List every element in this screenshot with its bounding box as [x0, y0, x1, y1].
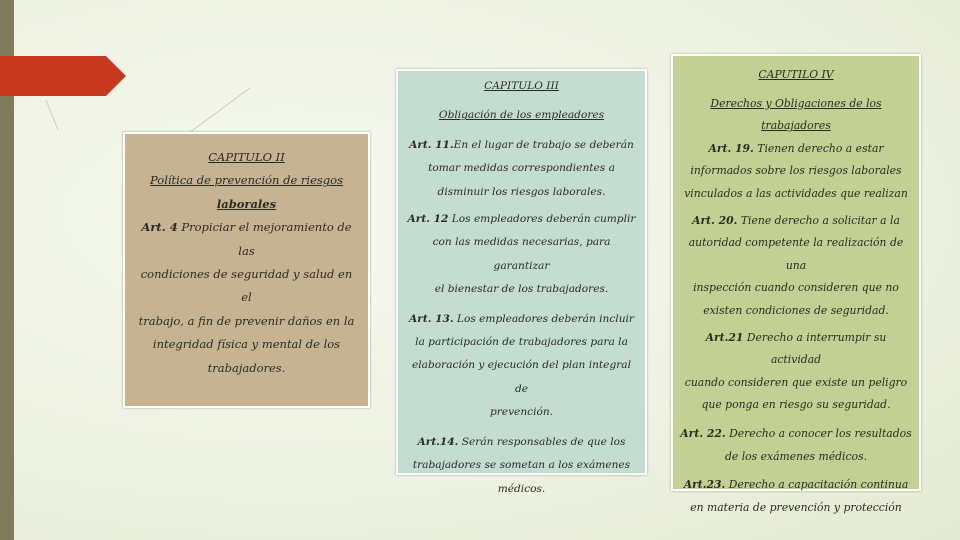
article-22	[679, 423, 913, 446]
article-4-text-line3: trabajo, a fin de prevenir daños en la	[138, 313, 355, 328]
article-13-text-line1: Los empleadores deberán incluir	[456, 312, 634, 325]
article-20	[679, 210, 913, 233]
chapter-3-title: CAPITULO III	[484, 80, 559, 92]
article-19-text-line3: vinculados a las actividades que realizan	[684, 186, 908, 200]
chapter-4-title: CAPUTILO IV	[758, 68, 834, 81]
chapter-4-panel	[671, 54, 921, 514]
article-11-text-line3: disminuir los riesgos laborales.	[437, 185, 606, 198]
article-4-text-line2: condiciones de seguridad y salud en el	[140, 267, 353, 305]
article-21-text-line1: Derecho a interrumpir su actividad	[746, 330, 887, 367]
article-11-text-line1: En el lugar de trabajo se deberán	[453, 138, 634, 151]
article-19-text-line2: informados sobre los riesgos laborales	[690, 164, 902, 178]
chapter-2-subtitle-line1: Política de prevención de riesgos	[150, 173, 343, 188]
article-20-text-line4: existen condiciones de seguridad.	[703, 303, 889, 317]
article-23-label: Art.23.	[683, 478, 726, 492]
article-21	[679, 327, 913, 372]
article-4-text-line1: Propiciar el mejoramiento de las	[181, 220, 352, 258]
article-19-label: Art. 19.	[708, 141, 754, 155]
article-22-text-line1: Derecho a conocer los resultados	[729, 426, 912, 440]
article-19-text-line1: Tienen derecho a estar	[757, 141, 884, 155]
article-21-text-line2: cuando consideren que existe un peligro	[684, 375, 908, 389]
article-20-text-line3: inspección cuando consideren que no	[693, 281, 899, 295]
chapter-4-subtitle-line1: Derechos y Obligaciones de los	[710, 96, 882, 110]
article-13-label: Art. 13.	[409, 312, 454, 325]
article-12	[404, 208, 639, 231]
article-12-text-line2: con las medidas necesarias, para garantizar	[432, 236, 611, 272]
article-13	[404, 308, 639, 331]
article-14-text-line2: trabajadores se sometan a los exámenes	[412, 459, 631, 472]
chapter-3-panel	[396, 69, 647, 495]
article-14	[404, 431, 639, 454]
article-23	[679, 474, 913, 497]
article-4-label: Art. 4	[141, 220, 178, 235]
chapter-2-subtitle-line2: laborales	[216, 196, 277, 211]
accent-arrow-shape	[0, 56, 126, 96]
article-20-label: Art. 20.	[692, 213, 738, 227]
article-23-text-line2: en materia de prevención y protección	[690, 500, 902, 514]
article-13-text-line3: elaboración y ejecución del plan integral de	[412, 359, 631, 395]
article-11	[404, 134, 639, 157]
chapter-3-subtitle: Obligación de los empleadores	[438, 109, 605, 122]
article-22-text-line2: de los exámenes médicos.	[724, 449, 868, 463]
article-13-text-line4: prevención.	[489, 406, 554, 419]
article-20-text-line1: Tiene derecho a solicitar a la	[740, 213, 900, 227]
chapter-4-subtitle-line2: trabajadores	[761, 119, 831, 133]
article-23-text-line1: Derecho a capacitación continua	[728, 478, 909, 492]
article-20-text-line2: autoridad competente la realización de una	[688, 236, 904, 272]
article-21-text-line3: que ponga en riesgo su seguridad.	[701, 398, 891, 412]
article-11-label: Art. 11.	[409, 138, 454, 151]
article-11-text-line2: tomar medidas correspondientes a	[428, 162, 615, 175]
article-14-text-line1: Serán responsables de que los	[461, 435, 626, 448]
article-12-text-line3: el bienestar de los trabajadores.	[434, 283, 609, 296]
chapter-2-panel	[123, 132, 370, 408]
article-12-text-line1: Los empleadores deberán cumplir	[451, 213, 636, 226]
article-4	[135, 216, 358, 263]
article-14-text-line3: médicos.	[497, 482, 546, 495]
chapter-2-title: CAPITULO II	[208, 150, 285, 164]
article-4-text-line5: trabajadores.	[207, 360, 286, 375]
article-4-text-line4: integridad física y mental de los	[152, 337, 341, 352]
article-12-label: Art. 12	[407, 213, 449, 226]
article-21-label: Art.21	[705, 330, 744, 344]
article-19	[679, 138, 913, 161]
article-14-label: Art.14.	[417, 435, 459, 448]
article-22-label: Art. 22.	[680, 426, 726, 440]
article-13-text-line2: la participación de trabajadores para la	[415, 336, 628, 349]
